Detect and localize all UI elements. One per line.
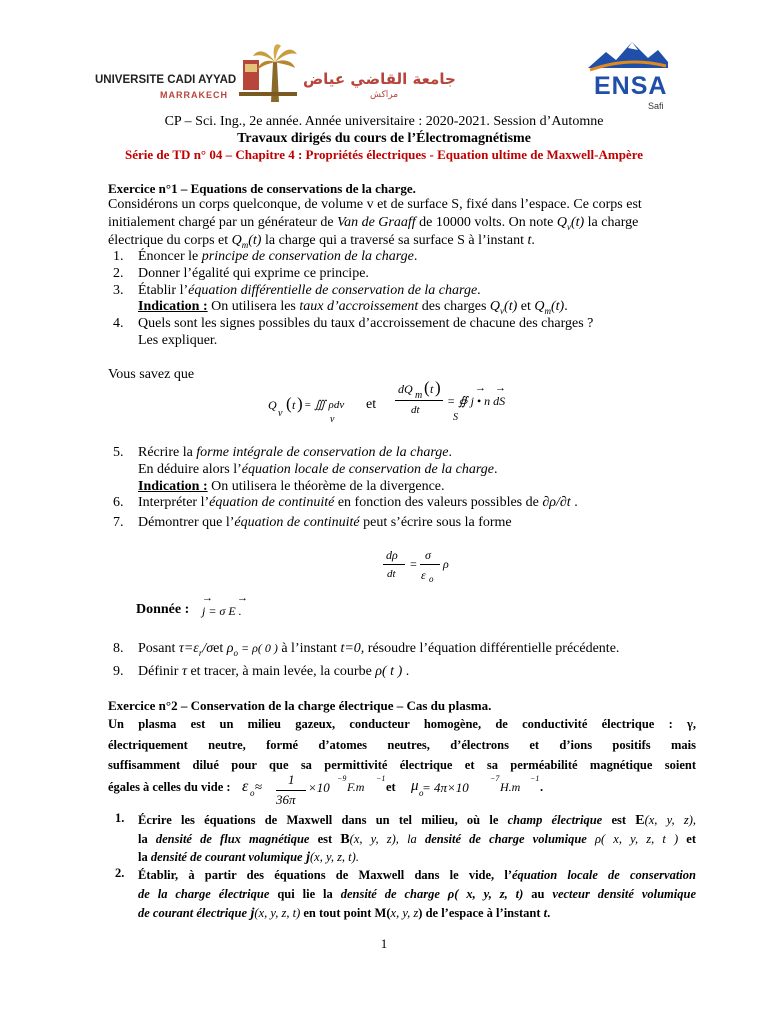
ex1-item-3: 3. Établir l’équation différentielle de conservation de la charge.	[113, 283, 481, 298]
donnee-label: Donnée :	[136, 602, 190, 617]
ex1-item-9: 9. Définir τ et tracer, à main levée, la courbe ρ( t ) .	[113, 664, 410, 679]
header-title: Travaux dirigés du cours de l’Électromagnétisme	[237, 131, 531, 146]
ex1-paragraph-line3: électrique du corps et $Q_m(t)$ la charge qui a traversé sa surface S à l’instant t.	[108, 233, 535, 250]
ensa-name: ENSA	[594, 72, 668, 100]
ex1-paragraph-line2: initialement chargé par un générateur de Van de Graaff de 10000 volts. On note $Q_v(t)$ la charge	[108, 215, 639, 232]
ex1-item-6: 6. Interpréter l’équation de continuité en fonction des valeurs possibles de ∂ρ/∂t .	[113, 495, 578, 510]
ex2-item-2-line1: Établir, à partir des équations de Maxwell dans le vide, l’équation locale de conservation	[138, 868, 696, 882]
ex1-item-7: 7. Démontrer que l’équation de continuité peut s’écrire sous la forme	[113, 515, 512, 530]
ex1-indication-2: Indication : On utilisera le théorème de la divergence.	[138, 479, 445, 494]
university-logo	[95, 42, 456, 104]
equation-continuity: dρ dt = σ ε o ρ	[383, 548, 473, 588]
donnee-equation: → → j = σ E .	[202, 592, 248, 618]
ex1-item-4-cont: Les expliquer.	[138, 333, 218, 348]
university-city-latin: MARRAKECH	[160, 90, 228, 100]
ex2-item-1-line1: Écrire les équations de Maxwell dans un tel milieu, où le champ électrique est E(x, y, z),	[138, 813, 696, 828]
ex2-item-2-line3: de courant électrique j(x, y, z, t) en tout point M(x, y, z) de l’espace à l’instant t.	[138, 906, 551, 921]
ex2-item-1-number: 1.	[115, 811, 125, 825]
ex1-paragraph-line1: Considérons un corps quelconque, de volume v et de surface S, fixé dans l’espace. Ce corps est	[108, 197, 642, 212]
university-city-arabic: مراكش	[370, 90, 399, 100]
ex2-vacuum-constants: égales à celles du vide : ε o ≈ 1 36π ×10 −9 F.m −1 et μ o = 4π×10 −7 H.m −1 .	[108, 772, 544, 807]
university-name-arabic: جامعة القاضي عياض	[303, 70, 456, 88]
exercise2-title: Exercice n°2 – Conservation de la charge électrique – Cas du plasma.	[108, 698, 492, 713]
ex2-item-1-line2: la densité de flux magnétique est B(x, y, z), la densité de charge volumique ρ( x, y, z, t ) et	[138, 832, 697, 847]
ex1-item-5: 5. Récrire la forme intégrale de conservation de la charge.	[113, 445, 452, 460]
page-number: 1	[380, 936, 388, 951]
university-name-latin: UNIVERSITE CADI AYYAD	[95, 74, 237, 86]
ex1-indication-1: Indication : On utilisera les taux d’accroissement des charges $Q_v(t)$ et $Q_m(t)$.	[138, 299, 568, 316]
ex1-item-2: 2. Donner l’égalité qui exprime ce principe.	[113, 266, 369, 281]
mountain-emblem-icon	[588, 40, 668, 72]
header-course-line: CP – Sci. Ing., 2e année. Année universitaire : 2020-2021. Session d’Automne	[164, 114, 604, 129]
ex2-item-2-number: 2.	[115, 866, 125, 880]
ex2-paragraph-line2: électriquement neutre, formé d’atomes neutres, d’électrons et d’ions positifs mais	[108, 738, 696, 752]
ex2-item-2-line2: de la charge électrique qui lie la densité de charge ρ( x, y, z, t) au vecteur densité volumique	[138, 887, 697, 901]
equation-et: et	[366, 397, 377, 412]
ex1-item-5-cont: En déduire alors l’équation locale de conservation de la charge.	[138, 462, 498, 477]
ensa-city: Safi	[648, 101, 664, 111]
ex2-paragraph-line3: suffisamment dilué pour que sa permittivité électrique et sa perméabilité magnétique soient	[108, 758, 696, 772]
ex2-paragraph-line1: Un plasma est un milieu gazeux, conducteur homogène, de conductivité électrique : γ,	[108, 717, 696, 731]
equation-charge-volume: Q v ( t ) = ∭ ρdv v	[268, 394, 345, 425]
ex2-item-1-line3: la densité de courant volumique j(x, y, z, t).	[138, 850, 359, 865]
palm-emblem-icon	[235, 42, 300, 104]
header-series: Série de TD n° 04 – Chapitre 4 : Propriétés électriques - Equation ultime de Maxwell-Ampère	[124, 147, 644, 162]
ensa-logo	[578, 40, 676, 112]
ex1-item-8: 8. Posant $\tau=\varepsilon_r$/σet $\rho_o = \rho$( 0 ) à l’instant t=0, résoudre l’équation différentielle précédente.	[113, 641, 620, 658]
vous-savez-que: Vous savez que	[108, 367, 195, 382]
ex1-item-4: 4. Quels sont les signes possibles du taux d’accroissement de chacune des charges ?	[113, 316, 594, 331]
equation-charge-flux: dQ m ( t ) dt = ∯ j • n dS → → S	[395, 378, 535, 430]
ex1-item-1: 1. Énoncer le principe de conservation de la charge.	[113, 249, 418, 264]
exercise1-title: Exercice n°1 – Equations de conservations de la charge.	[108, 181, 416, 196]
